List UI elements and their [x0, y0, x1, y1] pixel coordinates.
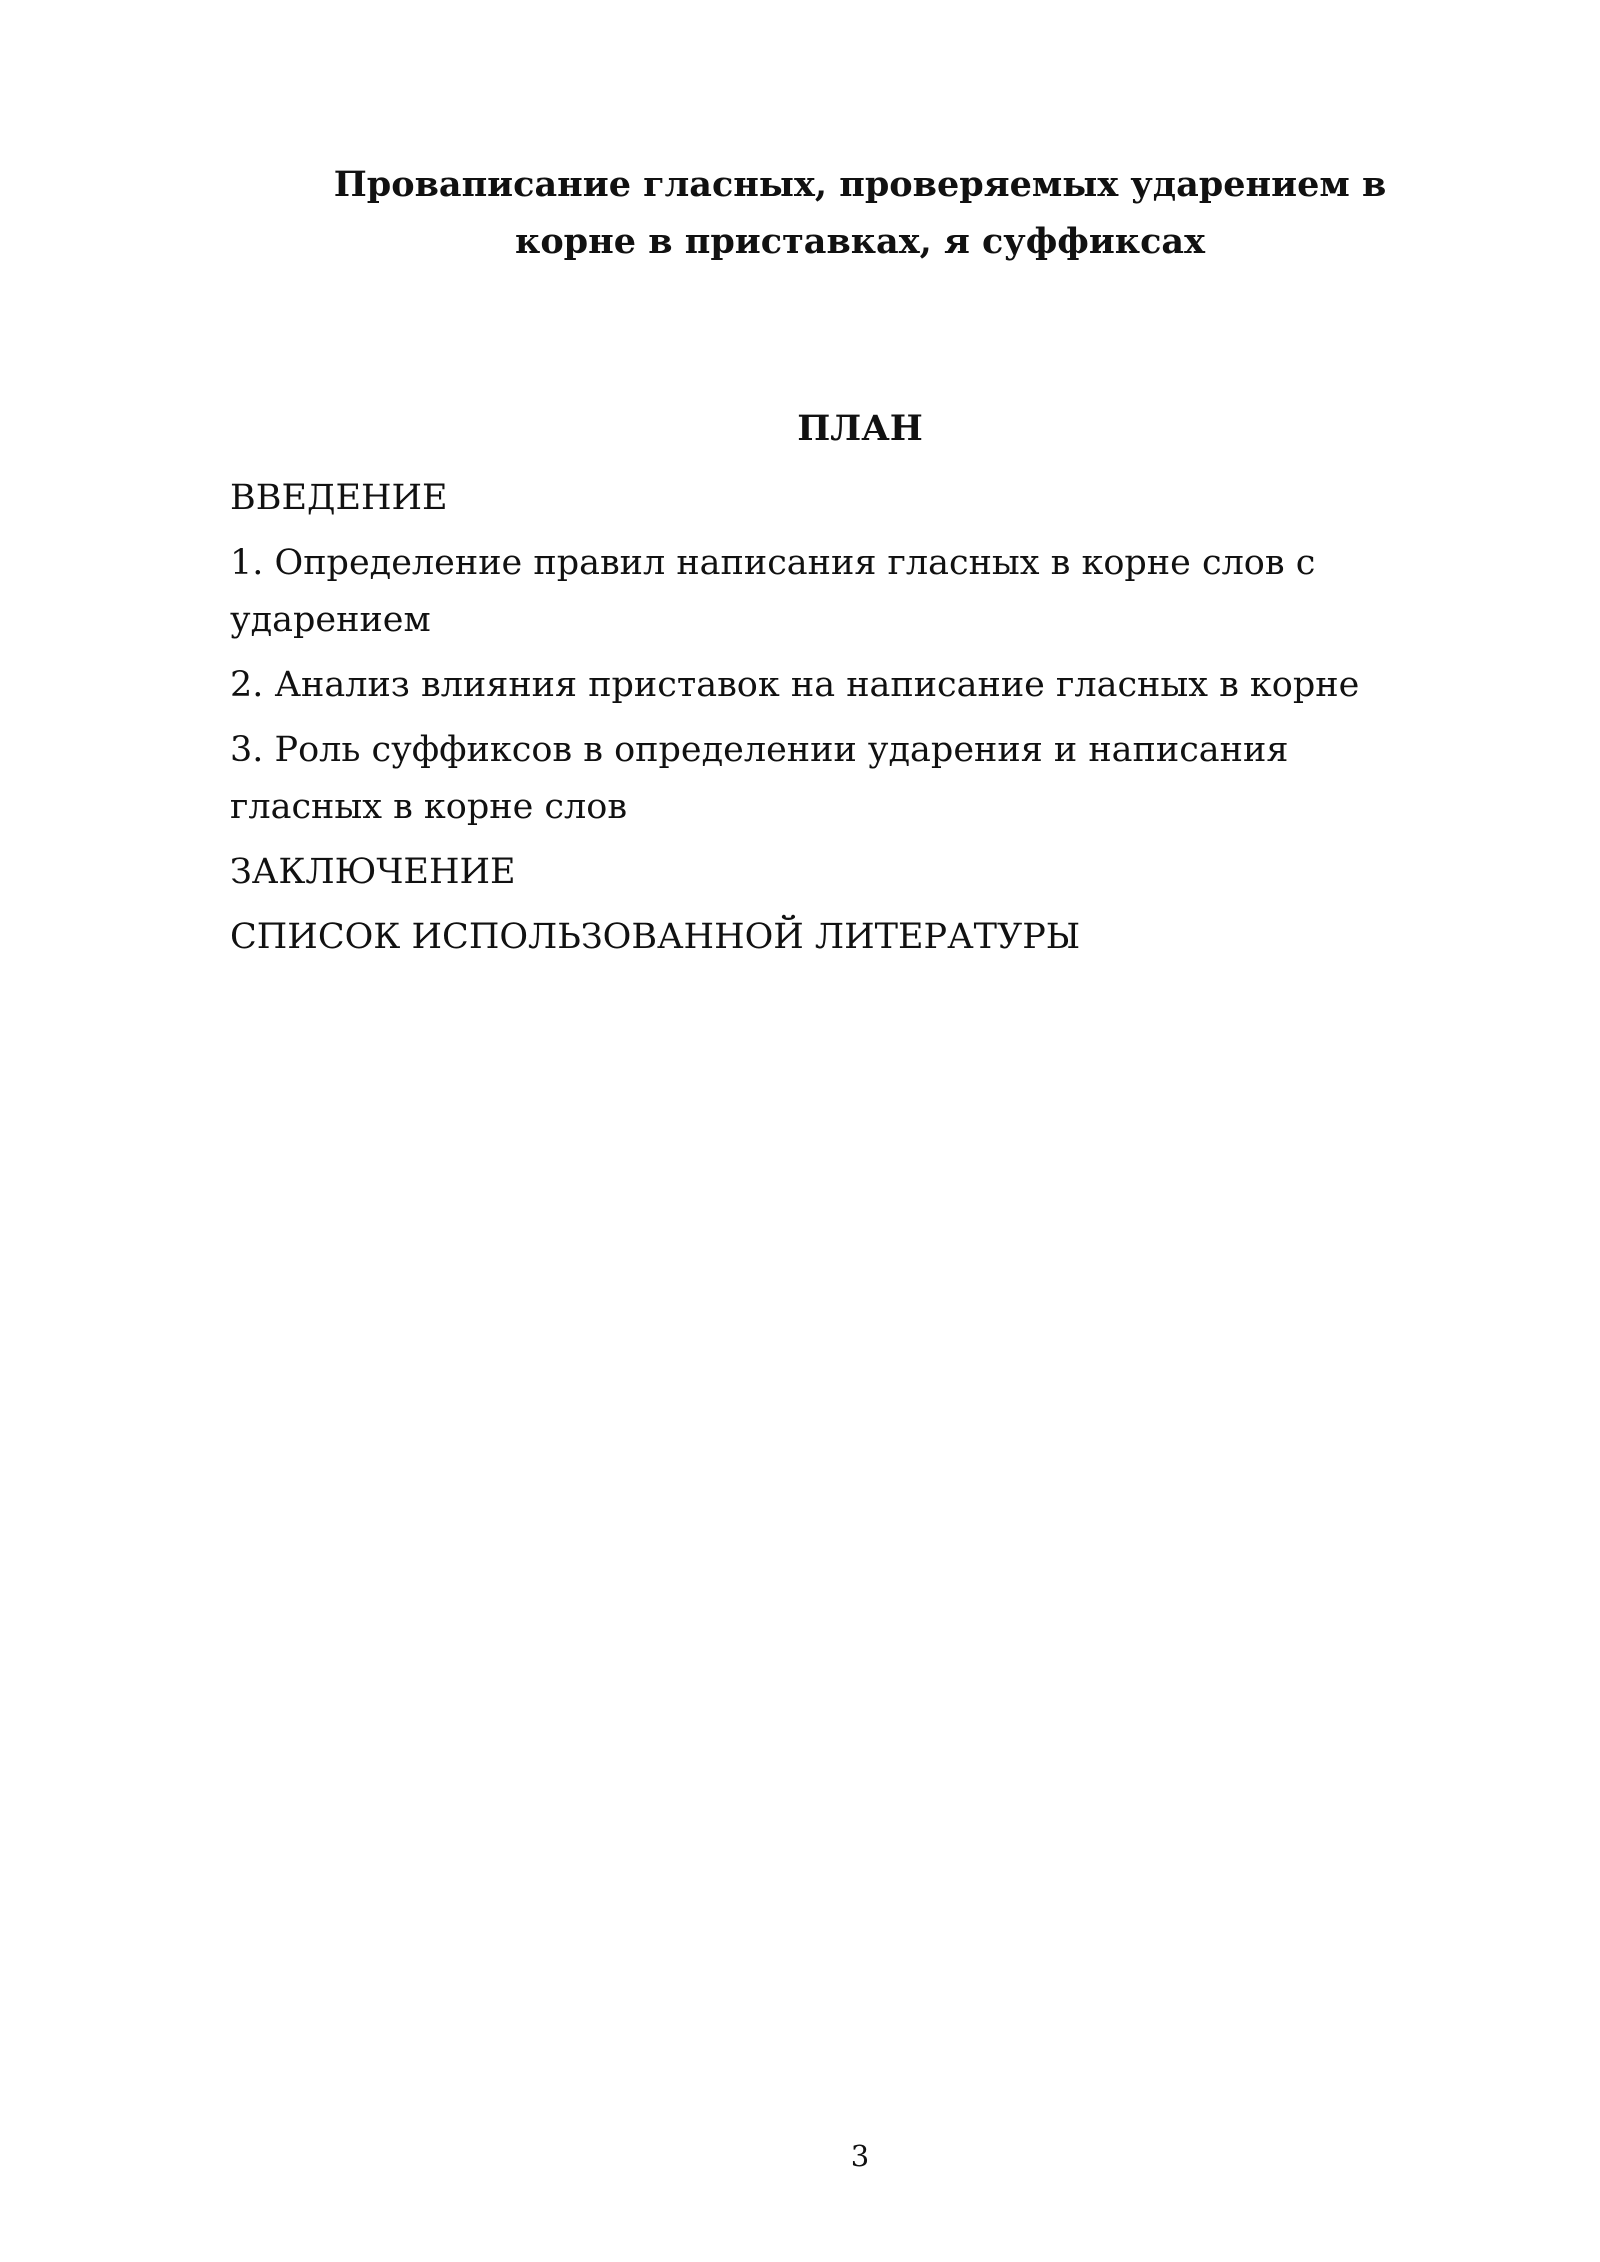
toc-item-line: 1. Определение правил написания гласных в корне слов с: [230, 543, 1316, 583]
toc-item-line: гласных в корне слов: [230, 787, 628, 827]
document-title-line: Провaписание гласных, проверяемых ударением в: [333, 164, 1387, 205]
document-title: [230, 156, 1490, 270]
toc-item-chapter-1: [230, 535, 1490, 649]
toc-item-line: ВВЕДЕНИЕ: [230, 478, 448, 518]
toc-item-chapter-3: [230, 722, 1490, 836]
toc-item-line: ЗАКЛЮЧЕНИЕ: [230, 852, 516, 892]
toc-item-line: 2. Анализ влияния приставок на написание гласных в корне: [230, 665, 1360, 705]
toc-item-introduction: [230, 470, 1490, 527]
toc-item-conclusion: [230, 844, 1490, 901]
plan-heading: ПЛАН: [797, 408, 923, 449]
toc-item-chapter-2: [230, 657, 1490, 714]
toc-item-line: СПИСОК ИСПОЛЬЗОВАННОЙ ЛИТЕРАТУРЫ: [230, 917, 1081, 957]
page-number: 3: [850, 2139, 870, 2173]
table-of-contents: [230, 470, 1490, 966]
document-title-line: корне в приставках, я суффиксах: [515, 221, 1205, 262]
toc-item-references: [230, 909, 1490, 966]
toc-item-line: ударением: [230, 600, 431, 640]
toc-item-line: 3. Роль суффиксов в определении ударения и написания: [230, 730, 1289, 770]
